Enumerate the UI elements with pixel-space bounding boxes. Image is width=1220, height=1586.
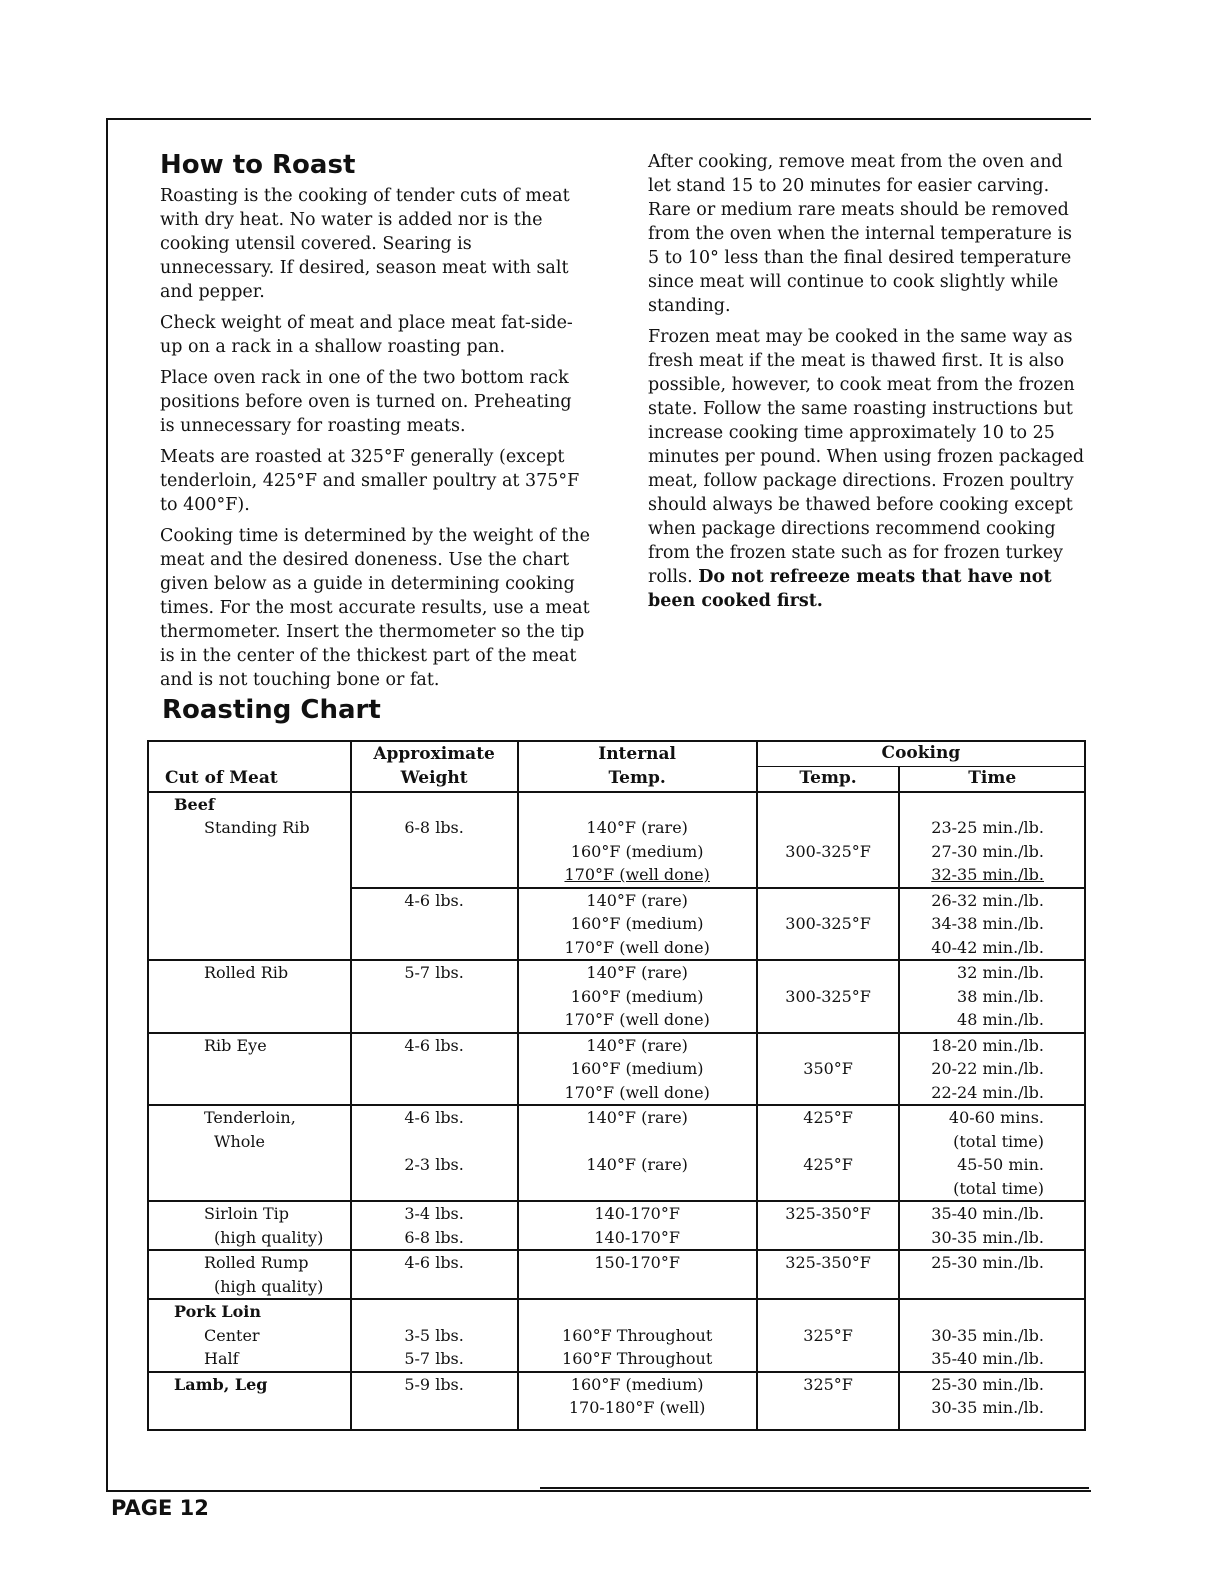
table-row [148,960,1085,1033]
paragraph [648,325,1088,613]
roasting-chart-table [147,740,1086,1431]
header-cook-temp: Temp. [757,766,900,792]
table-row [148,792,1085,817]
cook-temp-cell: 300-325°F [757,816,900,888]
table-row [148,1420,1085,1430]
weight-cell: 4-6 lbs. [351,1250,518,1299]
cook-temp-cell: 300-325°F [757,960,900,1033]
weight-cell: 6-8 lbs. [351,816,518,888]
table-row [148,1299,1085,1324]
time-cell: 25-30 min./lb. 30-35 min./lb. [899,1372,1085,1420]
table-row [148,1250,1085,1299]
cut-rolled-rump: Rolled Rump (high quality) [148,1250,351,1299]
how-to-roast-left-column [160,150,590,699]
internal-temp-cell: 140°F (rare) 160°F (medium) 170°F (well done) [518,816,757,888]
paragraph: Place oven rack in one of the two bottom rack positions before oven is turned on. Preheating is unnecessary for roasting meats. [160,368,572,436]
paragraph: After cooking, remove meat from the oven and let stand 15 to 20 minutes for easier carving. Rare or medium rare meats should be removed from the oven when the internal temperature is 5 to 10° less than the final desired temperature since meat will continue to cook slightly while standing. [648,152,1073,316]
cut-sirloin-tip: Sirloin Tip (high quality) [148,1201,351,1250]
cut-standing-rib: Standing Rib [148,816,351,960]
header-internal-2: Temp. [518,766,757,792]
time-cell: 40-60 mins. (total time) 45-50 min. (total time) [899,1105,1085,1201]
time-cell: 35-40 min./lb. 30-35 min./lb. [899,1201,1085,1250]
table-row [148,816,1085,888]
time-cell: 35-40 min./lb. [899,1347,1085,1372]
how-to-roast-right-column [648,150,1088,620]
cook-temp-cell: 325-350°F [757,1250,900,1299]
cut-rolled-rib: Rolled Rib [148,960,351,1033]
weight-cell: 4-6 lbs. [351,1033,518,1106]
header-weight-2: Weight [351,766,518,792]
internal-temp-cell: 140°F (rare) 140°F (rare) [518,1105,757,1201]
header-cook-time: Time [899,766,1085,792]
internal-temp-cell: 160°F Throughout [518,1324,757,1348]
table-header-row [148,741,1085,766]
time-cell: 23-25 min./lb. 27-30 min./lb. 32-35 min./lb. [899,816,1085,888]
paragraph-text: Frozen meat may be cooked in the same way as fresh meat if the meat is thawed first. It is also possible, however, to cook meat from the frozen state. Follow the same roasting instructions but increase cooking time approximately 10 to 25 minutes per pound. When using frozen packaged meat, follow package directions. Frozen poultry should always be thawed before cooking except when package directions recommend cooking from the frozen state such as for frozen turkey rolls. [648,327,1085,587]
time-cell: 30-35 min./lb. [899,1324,1085,1348]
table-row [148,1347,1085,1372]
category-lamb-leg: Lamb, Leg [148,1372,351,1420]
table-row [148,1324,1085,1348]
table-row [148,1201,1085,1250]
cut-pork-center: Center [148,1324,351,1348]
category-beef: Beef [148,792,351,817]
page-number: PAGE 12 [111,1496,209,1520]
internal-temp-cell: 150-170°F [518,1250,757,1299]
weight-cell: 5-9 lbs. [351,1372,518,1420]
header-cut: Cut of Meat [148,741,351,792]
internal-temp-cell: 160°F (medium) 170-180°F (well) [518,1372,757,1420]
time-cell: 18-20 min./lb. 20-22 min./lb. 22-24 min./lb. [899,1033,1085,1106]
cook-temp-cell: 325°F [757,1324,900,1348]
internal-temp-cell: 160°F Throughout [518,1347,757,1372]
refreeze-warning: Do not refreeze meats that have not been cooked first. [648,567,1052,611]
cook-temp-cell: 425°F 425°F [757,1105,900,1201]
header-cooking: Cooking [757,741,1085,766]
internal-temp-cell: 140°F (rare) 160°F (medium) 170°F (well done) [518,960,757,1033]
category-pork-loin: Pork Loin [148,1299,351,1324]
footer-rule [540,1487,1089,1489]
cook-temp-cell: 300-325°F [757,888,900,961]
how-to-roast-title: How to Roast [160,150,356,180]
time-cell: 32 min./lb. 38 min./lb. 48 min./lb. [899,960,1085,1033]
table-row [148,1372,1085,1420]
weight-cell: 5-7 lbs. [351,960,518,1033]
paragraph: Check weight of meat and place meat fat-side-up on a rack in a shallow roasting pan. [160,313,573,357]
cook-temp-cell: 325°F [757,1372,900,1420]
internal-temp-cell: 140°F (rare) 160°F (medium) 170°F (well done) [518,1033,757,1106]
cook-temp-cell: 350°F [757,1033,900,1106]
table-row [148,1033,1085,1106]
internal-temp-cell: 140°F (rare) 160°F (medium) 170°F (well done) [518,888,757,961]
table-row [148,1105,1085,1201]
cut-rib-eye: Rib Eye [148,1033,351,1106]
header-weight-1: Approximate [351,741,518,766]
internal-temp-cell: 140-170°F 140-170°F [518,1201,757,1250]
time-cell: 26-32 min./lb. 34-38 min./lb. 40-42 min./lb. [899,888,1085,961]
paragraph: Roasting is the cooking of tender cuts of meat with dry heat. No water is added nor is the cooking utensil covered. Searing is unnecessary. If desired, season meat with salt and pepper. [160,186,570,302]
roasting-chart-title: Roasting Chart [162,695,381,725]
weight-cell: 3-5 lbs. [351,1324,518,1348]
weight-cell: 3-4 lbs. 6-8 lbs. [351,1201,518,1250]
header-internal-1: Internal [518,741,757,766]
time-cell: 25-30 min./lb. [899,1250,1085,1299]
paragraph: Cooking time is determined by the weight of the meat and the desired doneness. Use the chart given below as a guide in determining cooking times. For the most accurate results, use a meat thermometer. Insert the thermometer so the tip is in the center of the thickest part of the meat and is not touching bone or fat. [160,526,590,690]
cook-temp-cell: 325-350°F [757,1201,900,1250]
weight-cell: 5-7 lbs. [351,1347,518,1372]
cut-pork-half: Half [148,1347,351,1372]
cut-tenderloin: Tenderloin, Whole [148,1105,351,1201]
paragraph: Meats are roasted at 325°F generally (except tenderloin, 425°F and smaller poultry at 375°F to 400°F). [160,447,580,515]
weight-cell: 4-6 lbs. 2-3 lbs. [351,1105,518,1201]
weight-cell: 4-6 lbs. [351,888,518,961]
